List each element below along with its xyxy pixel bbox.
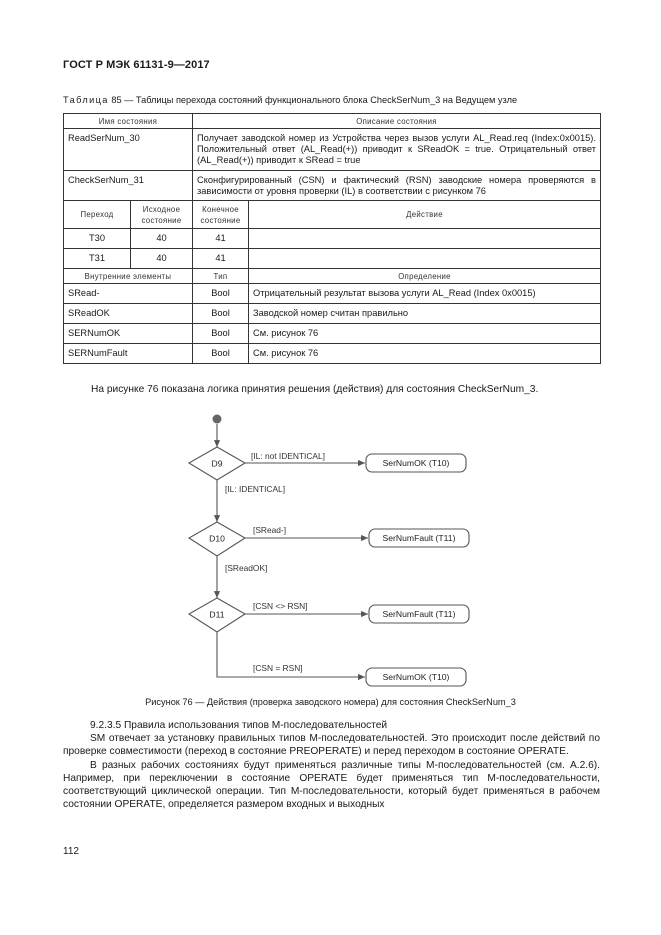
internal-name: SERNumOK bbox=[64, 324, 193, 344]
internal-name: SRead- bbox=[64, 284, 193, 304]
guard-csn-ne: [CSN <> RSN] bbox=[253, 601, 308, 611]
figure-caption: Рисунок 76 — Действия (проверка заводского номера) для состояния CheckSerNum_3 bbox=[145, 697, 516, 707]
transition-id: T30 bbox=[64, 229, 131, 249]
internal-name: SReadOK bbox=[64, 304, 193, 324]
internal-type-header: Тип bbox=[193, 269, 249, 284]
state-name: ReadSerNum_30 bbox=[64, 129, 193, 171]
out4-label: SerNumOK (T10) bbox=[382, 672, 450, 682]
guard-sreadok: [SReadOK] bbox=[225, 563, 268, 573]
target-state-header: Конечное состояние bbox=[193, 201, 249, 229]
internal-name-header: Внутренние элементы bbox=[64, 269, 193, 284]
section-title: 9.2.3.5 Правила использования типов M-последовательностей bbox=[90, 720, 388, 731]
transition-id: T31 bbox=[64, 249, 131, 269]
transition-src: 40 bbox=[131, 229, 193, 249]
out3-label: SerNumFault (T11) bbox=[382, 609, 456, 619]
start-node bbox=[213, 415, 222, 424]
out2-label: SerNumFault (T11) bbox=[382, 533, 456, 543]
transition-src: 40 bbox=[131, 249, 193, 269]
internal-def-header: Определение bbox=[249, 269, 601, 284]
state-desc: Получает заводской номер из Устройства через вызов услуги AL_Read.req (Index:0x0015). Положительный ответ (AL_Read(+)) приводит к SReadOK = true. Отрицательный ответ (AL_Read(+)) приводит к SRead = true bbox=[193, 129, 601, 171]
state-name: CheckSerNum_31 bbox=[64, 171, 193, 201]
internal-type: Bool bbox=[193, 324, 249, 344]
page-number: 112 bbox=[63, 846, 79, 857]
transition-dst: 41 bbox=[193, 229, 249, 249]
state-desc: Сконфигурированный (CSN) и фактический (RSN) заводские номера проверяются в зависимости от уровня проверки (IL) в соответствии с рисунком 76 bbox=[193, 171, 601, 201]
internal-def: См. рисунок 76 bbox=[249, 324, 601, 344]
d11-label: D11 bbox=[209, 609, 225, 620]
col-state-header: Имя состояния bbox=[64, 114, 193, 129]
page-header-title: ГОСТ Р МЭК 61131-9—2017 bbox=[63, 59, 210, 71]
section-body bbox=[63, 719, 600, 811]
internal-def: Заводской номер считан правильно bbox=[249, 304, 601, 324]
guard-not-identical: [IL: not IDENTICAL] bbox=[251, 451, 326, 461]
table-caption-text: 85 — Таблицы перехода состояний функционального блока CheckSerNum_3 на Ведущем узле bbox=[108, 95, 518, 105]
guard-identical: [IL: IDENTICAL] bbox=[225, 484, 286, 494]
out1-label: SerNumOK (T10) bbox=[382, 458, 450, 468]
d10-label: D10 bbox=[209, 533, 225, 544]
action-header: Действие bbox=[249, 201, 601, 229]
guard-sread: [SRead-] bbox=[253, 525, 287, 535]
section-paragraph-1: SM отвечает за установку правильных типов M-последовательностей. Это происходит после действий по проверке совместимости (переход в состояние PREOPERATE) и перед переходом в состояние OPERATE. bbox=[63, 733, 600, 758]
table-caption-prefix: Таблица bbox=[63, 95, 109, 105]
guard-csn-eq: [CSN = RSN] bbox=[253, 663, 303, 673]
internal-type: Bool bbox=[193, 284, 249, 304]
internal-def: Отрицательный результат вызова услуги AL_Read (Index 0x0015) bbox=[249, 284, 601, 304]
internal-type: Bool bbox=[193, 344, 249, 364]
transition-dst: 41 bbox=[193, 249, 249, 269]
internal-type: Bool bbox=[193, 304, 249, 324]
source-state-header: Исходное состояние bbox=[131, 201, 193, 229]
col-desc-header: Описание состояния bbox=[193, 114, 601, 129]
section-paragraph-2: В разных рабочих состояниях будут применяться различные типы M-последовательностей (см. А.2.6). Например, при переключении в состояние OPERATE будет применяться тип M-последовательности, соответствующий циклической операции. Тип M-последовательности, который будет применяться в рабочем состоянии OPERATE, определяется размером входных и выходных bbox=[63, 759, 600, 811]
transition-header: Переход bbox=[64, 201, 131, 229]
internal-def: См. рисунок 76 bbox=[249, 344, 601, 364]
internal-name: SERNumFault bbox=[64, 344, 193, 364]
intro-paragraph: На рисунке 76 показана логика принятия решения (действия) для состояния CheckSerNum_3. bbox=[91, 384, 539, 395]
d9-label: D9 bbox=[211, 458, 223, 469]
